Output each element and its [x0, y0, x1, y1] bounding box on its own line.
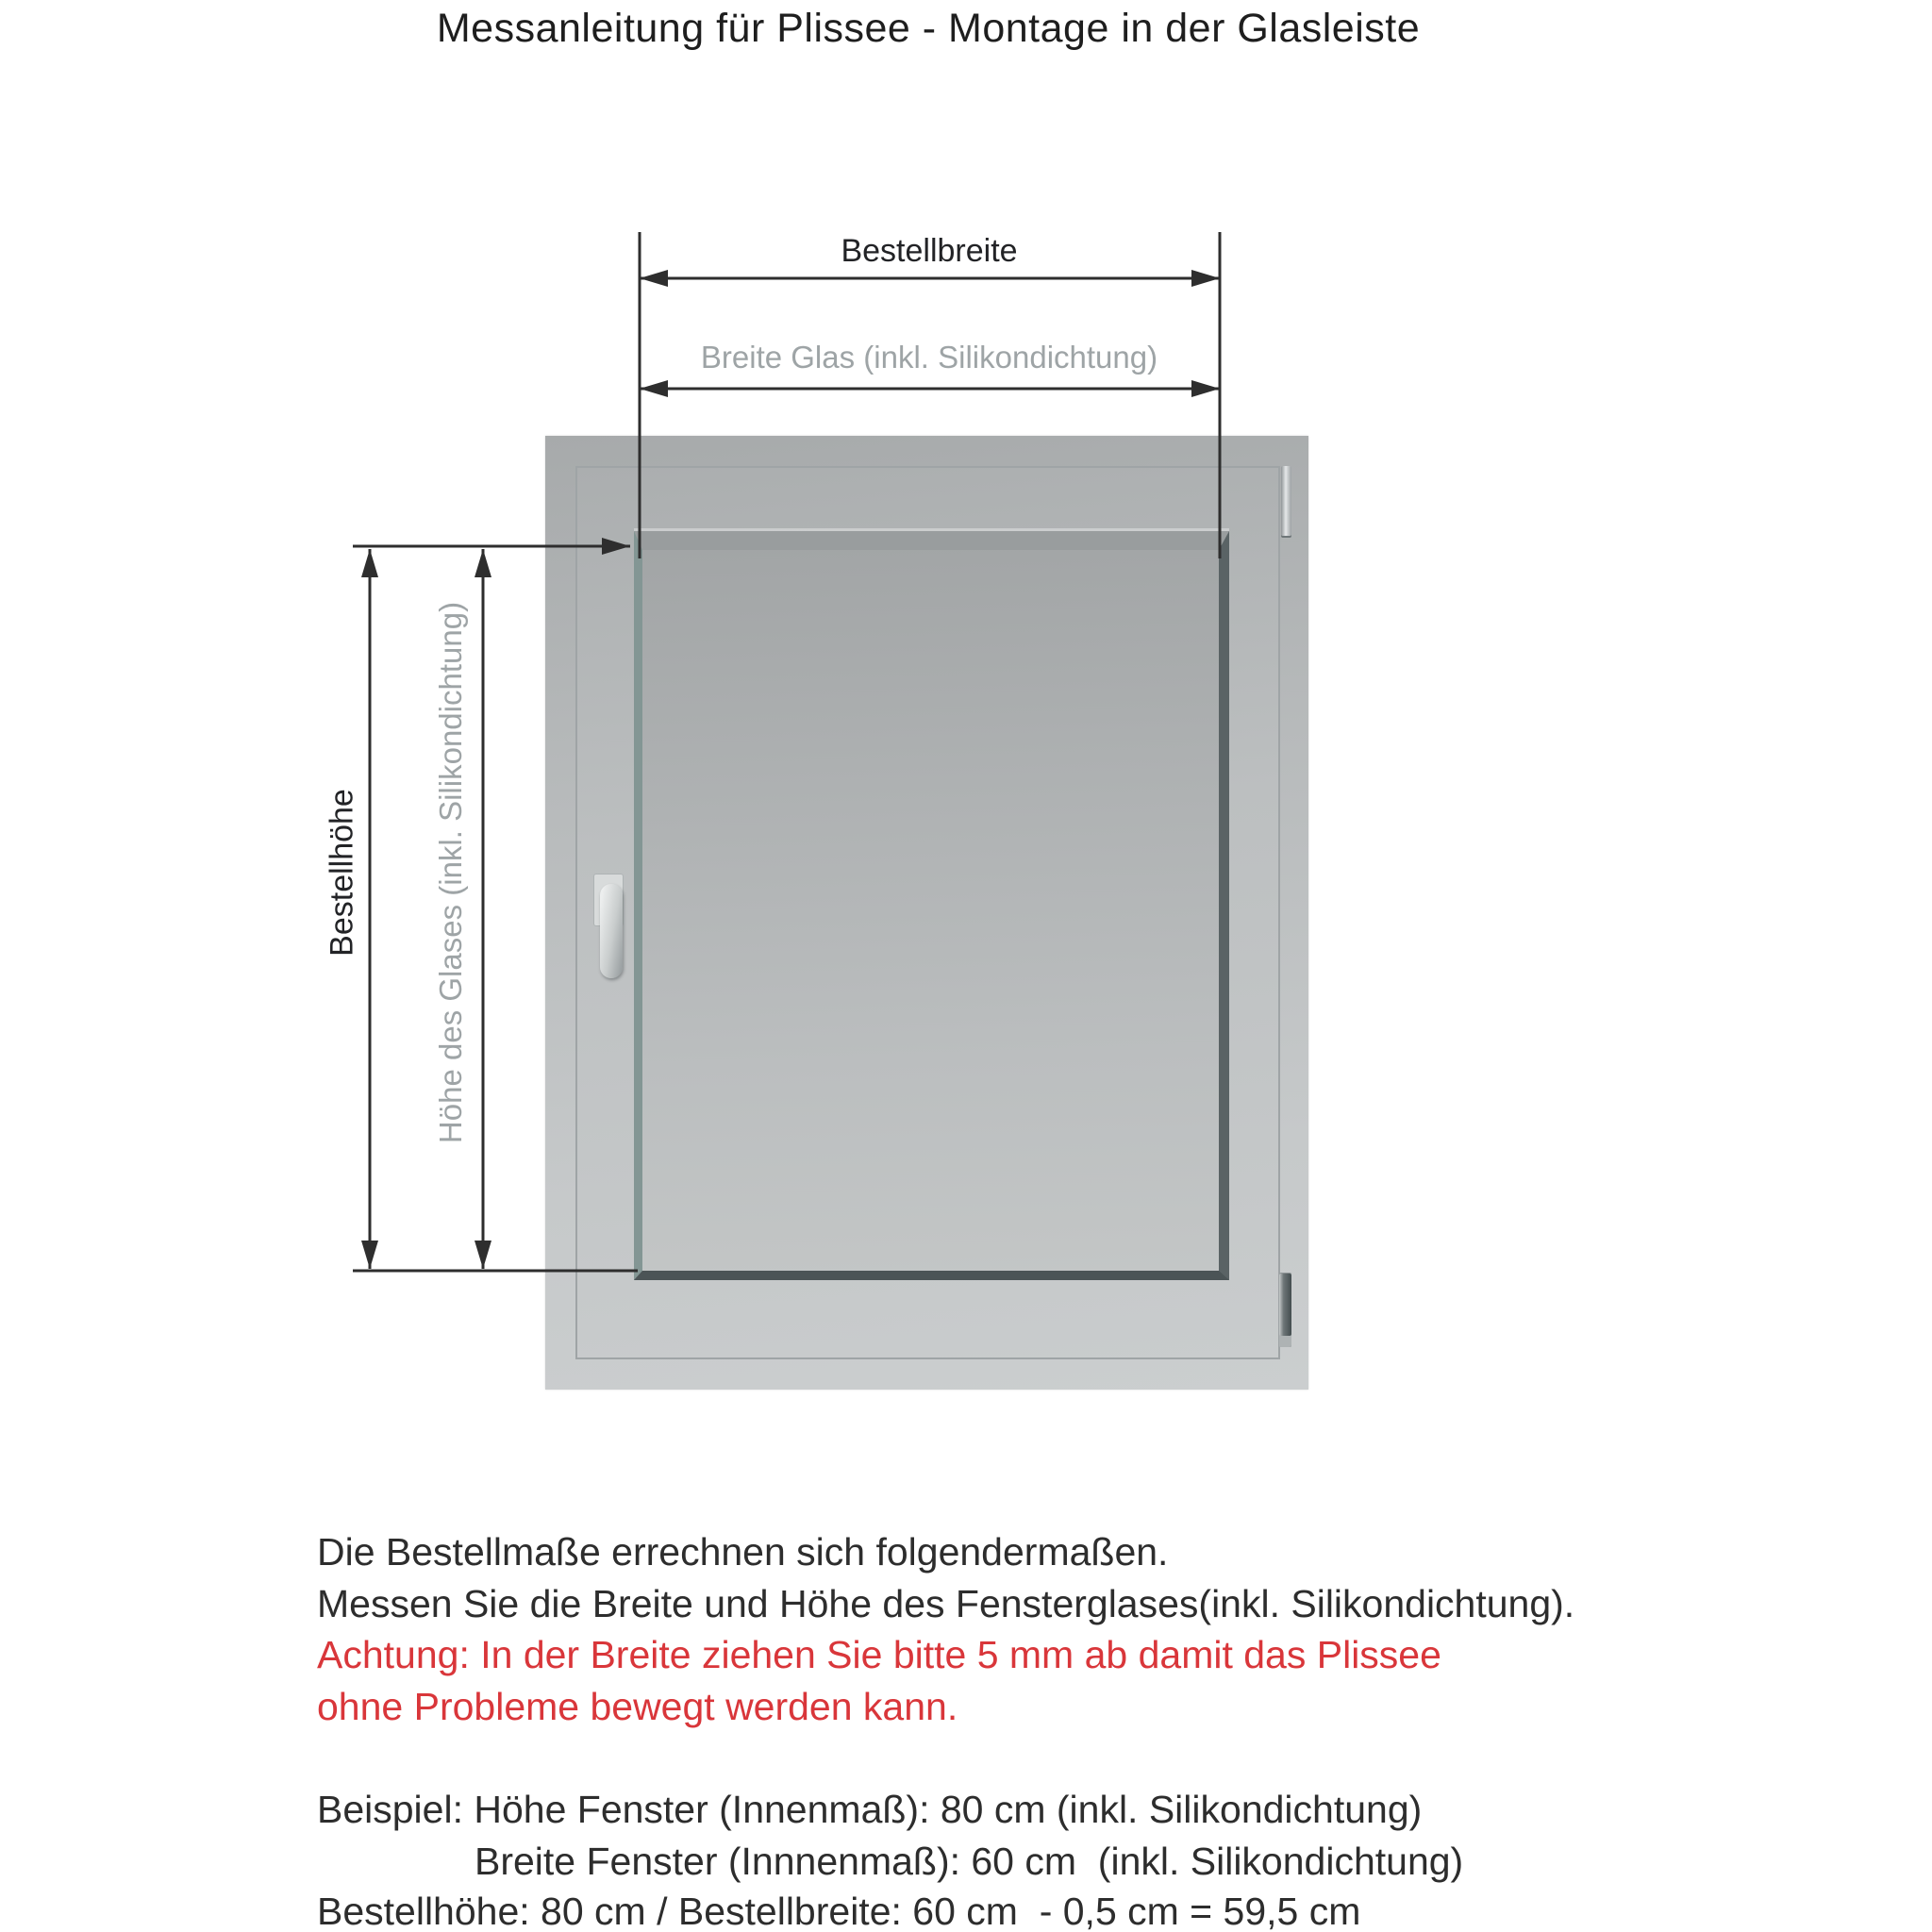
window-handle [600, 884, 623, 978]
example-line-1: Beispiel: Höhe Fenster (Innenmaß): 80 cm (inkl. Silikondichtung) [317, 1788, 1423, 1831]
glass-height-label: Höhe des Glases (inkl. Silikondichtung) [433, 601, 468, 1144]
window-hinge-bottom [1279, 1274, 1291, 1347]
page-title: Messanleitung für Plissee - Montage in der Glasleiste [436, 6, 1421, 51]
window-hinge-top [1281, 466, 1291, 536]
warning-line-1: Achtung: In der Breite ziehen Sie bitte 5 mm ab damit das Plissee [317, 1633, 1441, 1676]
order-height-label: Bestellhöhe [324, 789, 360, 957]
warning-line-2: ohne Probleme bewegt werden kann. [317, 1685, 958, 1728]
instruction-line-1: Die Bestellmaße errechnen sich folgendermaßen. [317, 1530, 1169, 1574]
example-line-2: Breite Fenster (Innnenmaß): 60 cm (inkl. Silikondichtung) [475, 1840, 1464, 1883]
glass-width-label: Breite Glas (inkl. Silikondichtung) [700, 340, 1158, 375]
instruction-line-2: Messen Sie die Breite und Höhe des Fensterglases(inkl. Silikondichtung). [317, 1582, 1575, 1625]
window-glass-pane [634, 531, 1229, 1280]
example-line-3: Bestellhöhe: 80 cm / Bestellbreite: 60 cm - 0,5 cm = 59,5 cm [317, 1890, 1361, 1932]
order-width-label: Bestellbreite [841, 233, 1018, 269]
